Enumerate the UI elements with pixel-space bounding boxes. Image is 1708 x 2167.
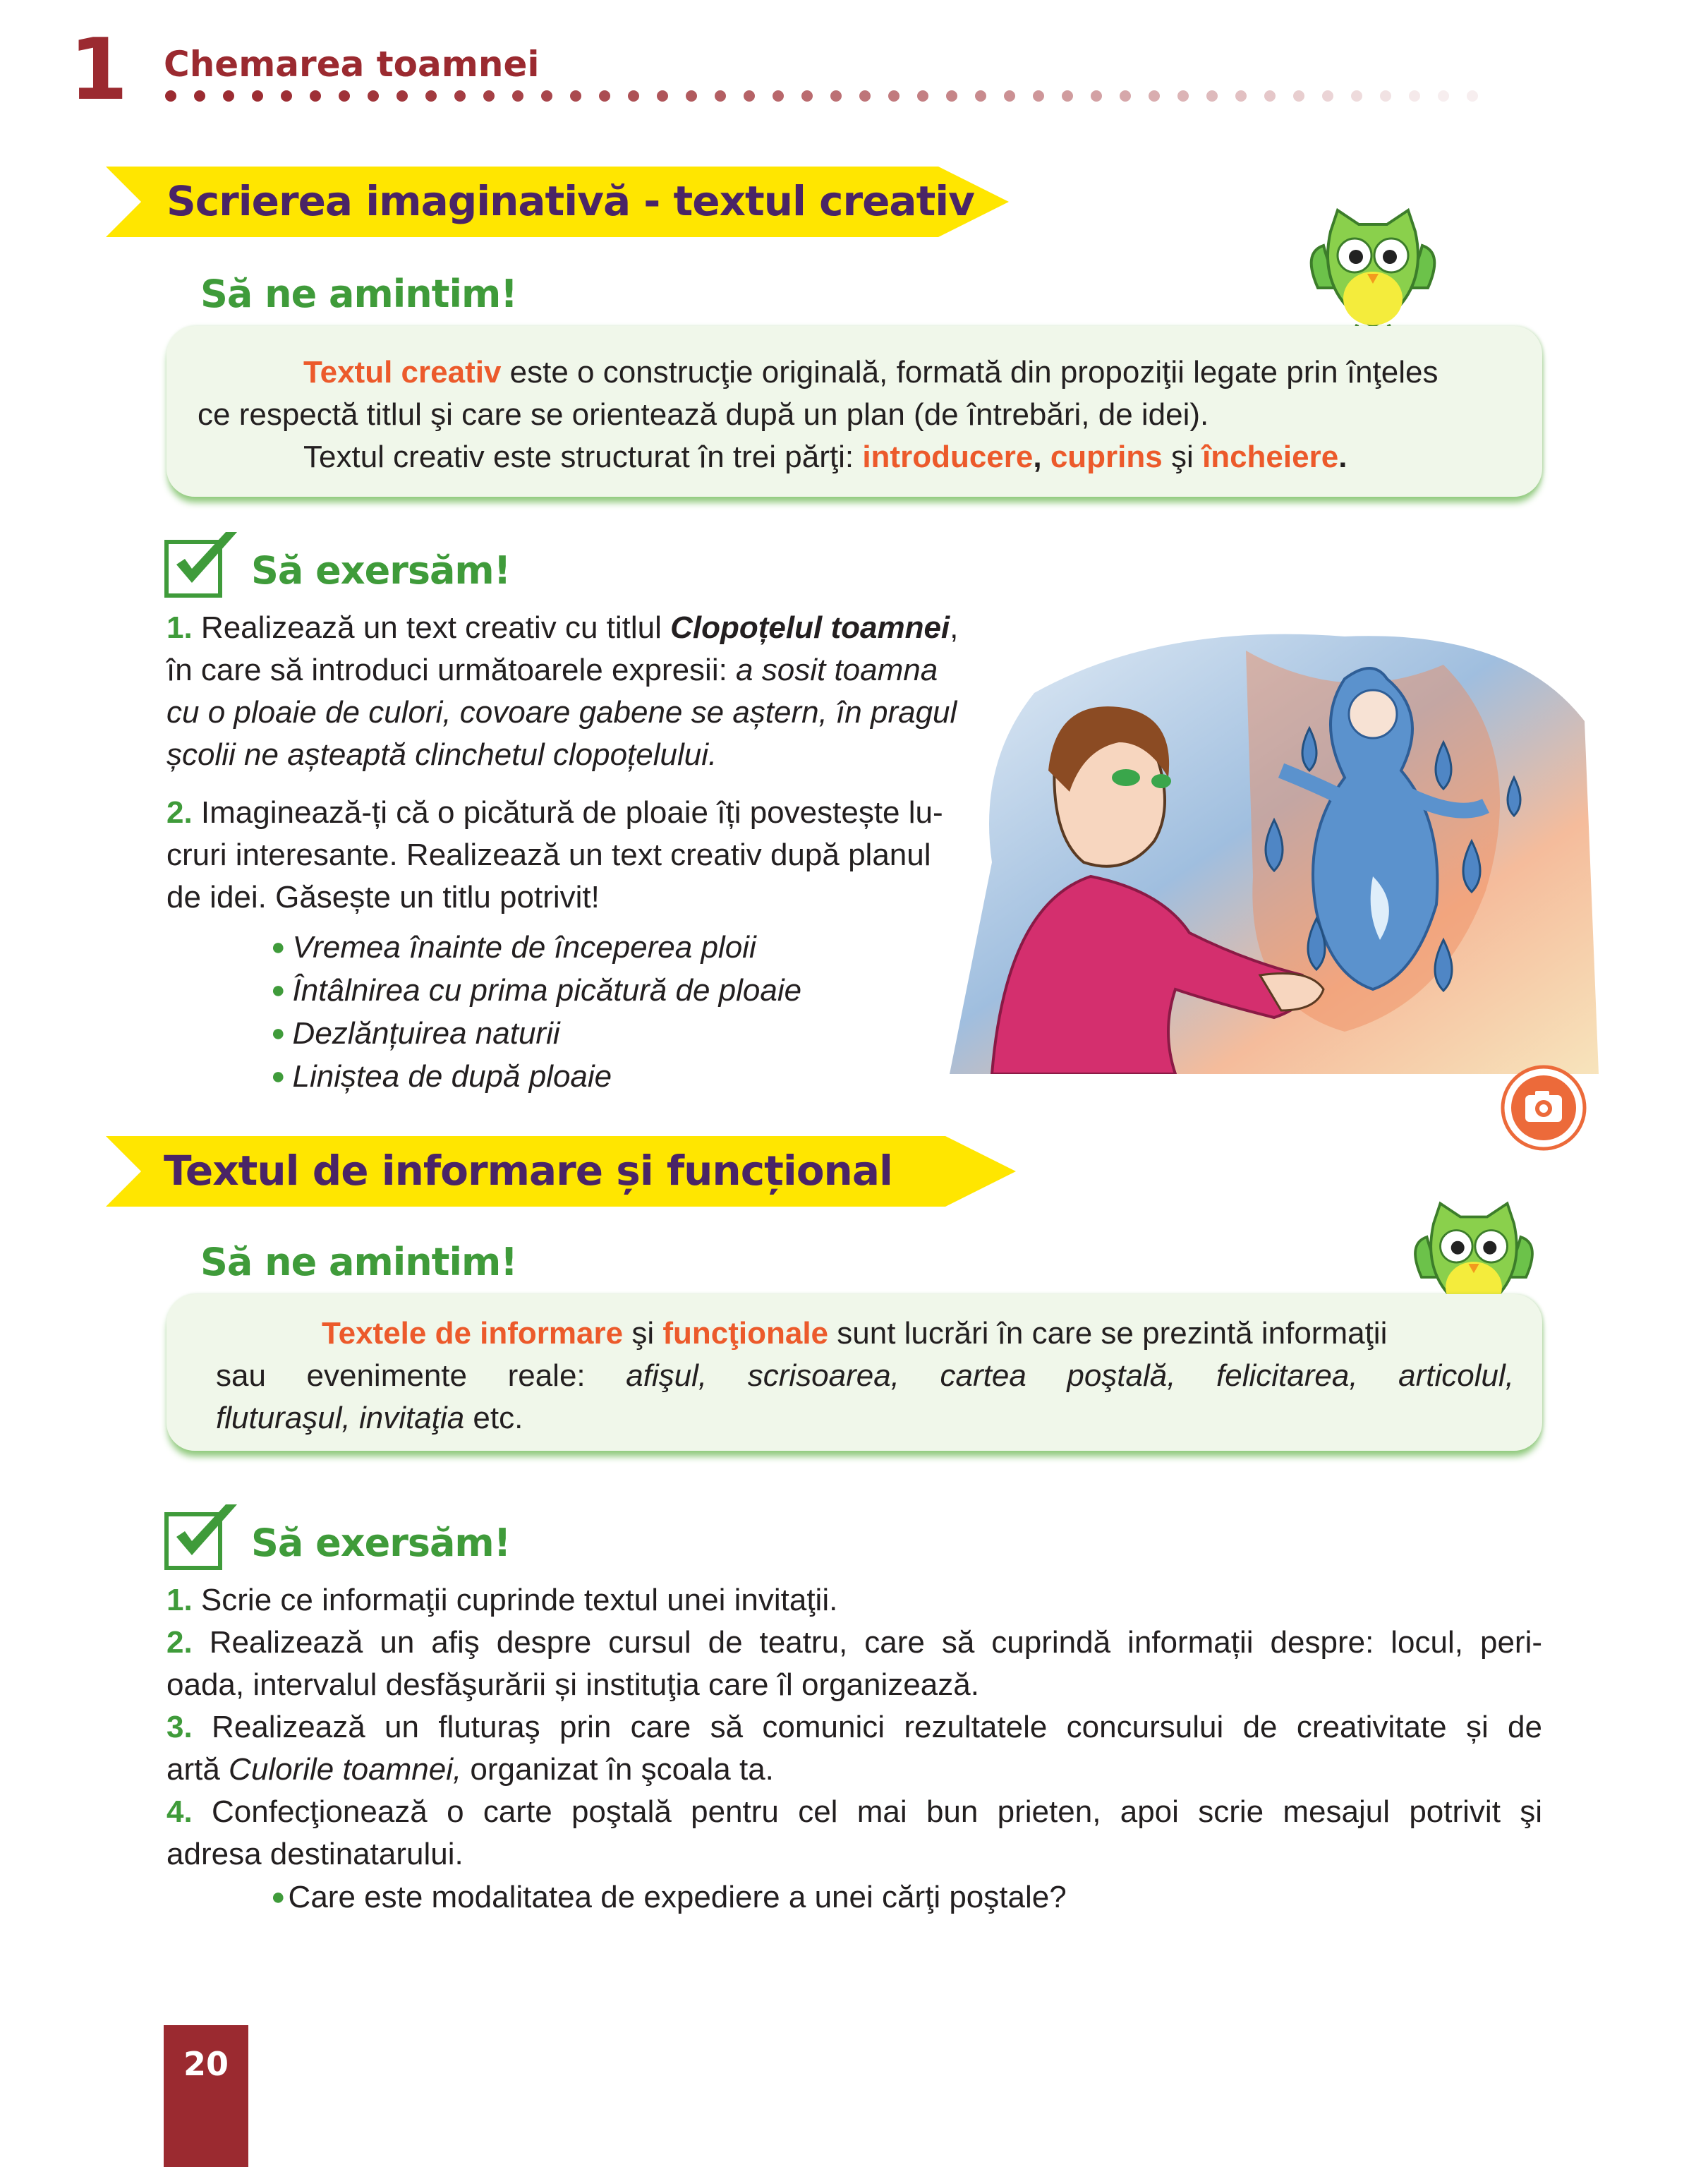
section-title: Textul de informare și funcțional xyxy=(164,1147,892,1195)
exercise-text: Realizează un fluturaş prin care să comunici rezultatele concursului de creativitate și de xyxy=(192,1710,1542,1744)
exercise-text: cruri interesante. Realizează un text creativ după planul xyxy=(166,838,931,872)
divider-dot xyxy=(801,90,813,102)
divider-dot xyxy=(368,90,379,102)
list-item-text: Dezlănțuirea naturii xyxy=(292,1016,560,1051)
divider-dot xyxy=(686,90,697,102)
examples: afişul, scrisoarea, cartea poştală, felicitarea, articolul, xyxy=(626,1358,1514,1393)
checkbox-check-icon xyxy=(164,528,241,598)
plan-list xyxy=(271,926,801,1098)
structure-text: Textul creativ este structurat în trei părţi: xyxy=(303,440,863,474)
exercise-text: Realizează un afiş despre cursul de teatru, care să cuprindă informații despre: locul, peri- xyxy=(192,1625,1542,1660)
exercise-2 xyxy=(166,792,1013,919)
section-title: Scrierea imaginativă - textul creativ xyxy=(166,177,974,225)
exercise-text: Realizează un text creativ cu titlul xyxy=(192,610,671,645)
contest-title: Culorile toamnei, xyxy=(229,1752,462,1787)
term-functional: funcţionale xyxy=(662,1316,829,1351)
connector: şi xyxy=(623,1316,663,1351)
exercise-number: 1. xyxy=(166,610,193,645)
divider-dot xyxy=(1091,90,1102,102)
expression: școlii ne așteaptă clinchetul clopoțelului. xyxy=(166,737,717,772)
divider-dot xyxy=(1004,90,1015,102)
exercise-2-line-1 xyxy=(166,1622,1542,1664)
divider-dot xyxy=(165,90,176,102)
checkbox-check-icon xyxy=(164,1500,241,1571)
exercise-title: Clopoțelul toamnei xyxy=(670,610,950,645)
definition-box xyxy=(166,326,1542,497)
list-item: ●Care este modalitatea de expediere a unei cărţi poştale? xyxy=(271,1880,1067,1914)
divider-dot xyxy=(1206,90,1218,102)
exercise-number: 1. xyxy=(166,1583,193,1617)
exercise-number: 3. xyxy=(166,1710,193,1744)
list-item-text: Care este modalitatea de expediere a unei cărţi poştale? xyxy=(288,1880,1067,1914)
definition-text: sunt lucrări în care se prezintă informaţii xyxy=(828,1316,1388,1351)
exercise-text: Confecţionează o carte poştală pentru cel mai bun prieten, apoi scrie mesajul potrivit şi xyxy=(192,1794,1542,1829)
definition-line xyxy=(216,1312,1387,1355)
remember-heading: Să ne amintim! xyxy=(200,1240,517,1284)
divider-dot xyxy=(1351,90,1362,102)
connector: şi xyxy=(1162,440,1202,474)
exercise-text: organizat în şcoala ta. xyxy=(461,1752,774,1787)
section-banner-informative xyxy=(106,1136,1016,1207)
term-conclusion: încheiere xyxy=(1201,440,1339,474)
divider-dot xyxy=(541,90,552,102)
exercise-list xyxy=(166,1579,1542,1919)
divider-dot xyxy=(946,90,957,102)
divider-dot xyxy=(1264,90,1276,102)
divider-dot xyxy=(830,90,842,102)
term-introduction: introducere xyxy=(862,440,1034,474)
divider-dot xyxy=(1062,90,1073,102)
definition-line xyxy=(216,1355,1514,1397)
definition-text: sau evenimente reale: xyxy=(216,1358,626,1393)
divider-dot xyxy=(339,90,350,102)
exercise-number: 2. xyxy=(166,1625,193,1660)
exercise-text: în care să introduci următoarele expresii: xyxy=(166,653,737,687)
definition-line: ce respectă titlul şi care se orientează după un plan (de întrebări, de idei). xyxy=(198,397,1209,432)
divider-dot xyxy=(396,90,408,102)
list-item-text: Liniștea de după ploaie xyxy=(292,1059,612,1094)
term-informative: Textele de informare xyxy=(322,1316,624,1351)
definition-line xyxy=(216,1397,523,1439)
exercise-text: adresa destinatarului. xyxy=(166,1837,464,1871)
chapter-title: Chemarea toamnei xyxy=(164,44,540,85)
separator: , xyxy=(1033,440,1050,474)
owl-mascot-icon xyxy=(1302,203,1443,344)
divider-dot xyxy=(425,90,437,102)
divider-dot xyxy=(1033,90,1044,102)
divider-dot xyxy=(194,90,205,102)
term-body: cuprins xyxy=(1050,440,1163,474)
divider-dot xyxy=(512,90,523,102)
divider-dot xyxy=(917,90,928,102)
divider-dot xyxy=(1120,90,1131,102)
exercise-heading: Să exersăm! xyxy=(251,1521,511,1565)
divider-dot xyxy=(859,90,871,102)
exercise-number: 4. xyxy=(166,1794,193,1829)
chapter-number: 1 xyxy=(69,21,128,119)
definition-box xyxy=(166,1294,1542,1451)
exercise-heading: Să exersăm! xyxy=(251,548,511,593)
divider-dot xyxy=(1235,90,1247,102)
divider-dot xyxy=(975,90,986,102)
divider-dot xyxy=(1409,90,1420,102)
examples: fluturaşul, invitaţia xyxy=(216,1401,465,1435)
period: . xyxy=(1338,440,1347,474)
exercise-1 xyxy=(166,1579,1542,1622)
exercise-3-line-1 xyxy=(166,1706,1542,1749)
camera-icon[interactable] xyxy=(1500,1064,1587,1152)
divider-dot xyxy=(483,90,495,102)
divider-dot xyxy=(454,90,466,102)
definition-line xyxy=(198,351,1538,394)
exercise-3-line-2 xyxy=(166,1749,1542,1791)
divider-dot xyxy=(1293,90,1304,102)
exercise-text: oada, intervalul desfăşurării și instituţia care îl organizează. xyxy=(166,1667,979,1702)
list-item: ● Dezlănțuirea naturii xyxy=(271,1016,560,1051)
expression: a sosit toamna xyxy=(736,653,938,687)
list-item: ● Întâlnirea cu prima picătură de ploaie xyxy=(271,973,802,1008)
divider-dot xyxy=(1380,90,1391,102)
exercise-1 xyxy=(166,607,1013,776)
definition-text: este o construcţie originală, formată din propoziţii legate prin înţeles xyxy=(501,355,1439,390)
rain-drop-girl-illustration xyxy=(950,608,1606,1074)
exercise-text: Scrie ce informaţii cuprinde textul unei invitaţii. xyxy=(192,1583,838,1617)
definition-text: etc. xyxy=(464,1401,523,1435)
divider-dot xyxy=(310,90,321,102)
divider-dot xyxy=(1467,90,1478,102)
exercise-text: artă xyxy=(166,1752,229,1787)
divider-dot xyxy=(223,90,234,102)
divider-dot xyxy=(888,90,900,102)
list-item: ● Vremea înainte de începerea ploii xyxy=(271,930,756,965)
list-item: ● Liniștea de după ploaie xyxy=(271,1059,612,1094)
divider-dot xyxy=(773,90,784,102)
divider-dot xyxy=(570,90,581,102)
list-item-text: Vremea înainte de începerea ploii xyxy=(292,930,756,965)
dotted-divider xyxy=(164,87,1490,104)
divider-dot xyxy=(715,90,726,102)
divider-dot xyxy=(599,90,610,102)
list-item-text: Întâlnirea cu prima picătură de ploaie xyxy=(292,973,802,1008)
exercise-4-line-1 xyxy=(166,1791,1542,1833)
structure-line xyxy=(198,436,1347,478)
divider-dot xyxy=(1438,90,1449,102)
divider-dot xyxy=(281,90,292,102)
exercise-number: 2. xyxy=(166,795,193,830)
expression: cu o ploaie de culori, covoare gabene se aștern, în pragul xyxy=(166,695,957,730)
term-creative-text: Textul creativ xyxy=(303,355,502,390)
divider-dot xyxy=(1322,90,1333,102)
punctuation: , xyxy=(950,610,959,645)
page-number: 20 xyxy=(183,2045,229,2083)
exercise-text: Imaginează-ți că o picătură de ploaie îți povestește lu- xyxy=(192,795,943,830)
divider-dot xyxy=(1177,90,1189,102)
divider-dot xyxy=(1149,90,1160,102)
divider-dot xyxy=(252,90,263,102)
exercise-text: de idei. Găsește un titlu potrivit! xyxy=(166,880,600,915)
remember-heading: Să ne amintim! xyxy=(200,272,517,316)
section-banner-creative xyxy=(106,167,1009,237)
divider-dot xyxy=(628,90,639,102)
divider-dot xyxy=(744,90,755,102)
divider-dot xyxy=(657,90,668,102)
